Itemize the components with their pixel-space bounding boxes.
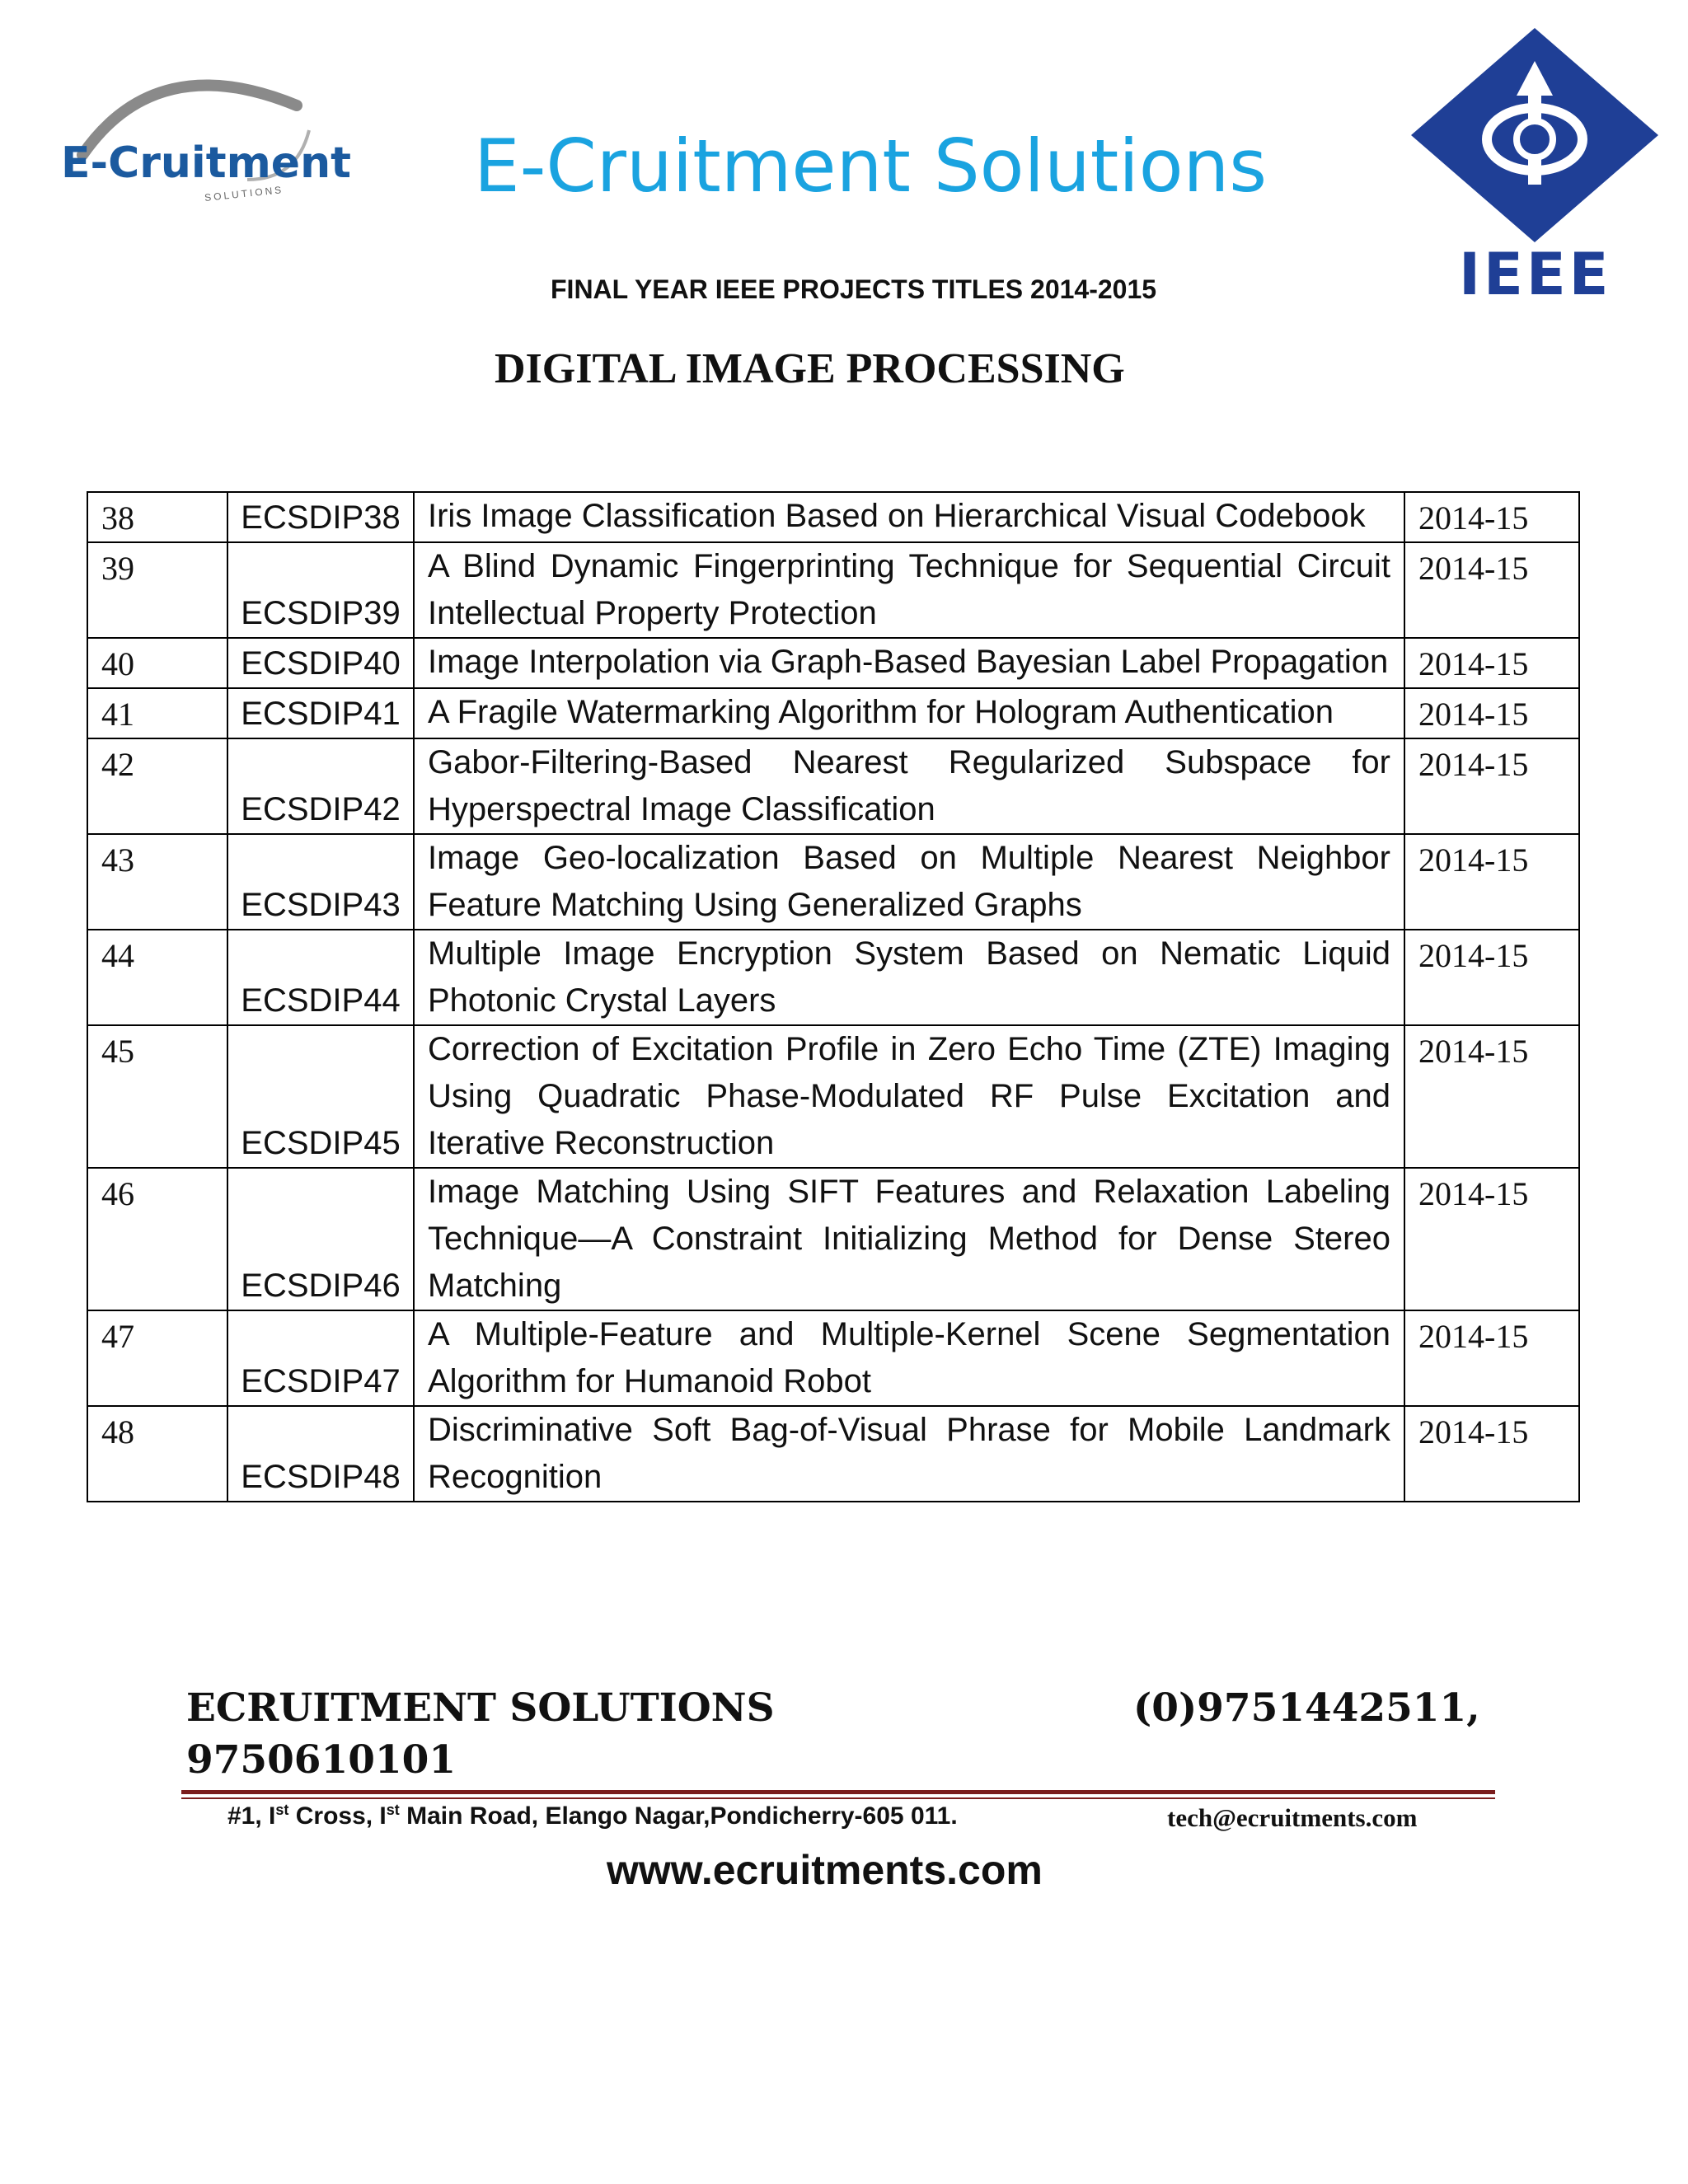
row-number: 44: [87, 930, 227, 1025]
project-year: 2014-15: [1404, 1025, 1579, 1168]
row-number: 42: [87, 738, 227, 834]
projects-table-body: [87, 492, 1579, 1502]
table-row: [87, 542, 1579, 638]
project-title: A Multiple-Feature and Multiple-Kernel Scene Segmentation Algorithm for Humanoid Robot: [414, 1310, 1404, 1406]
footer-email[interactable]: tech@ecruitments.com: [1167, 1803, 1418, 1832]
footer-phone-primary: (0)9751442511,: [1133, 1685, 1480, 1731]
project-year: 2014-15: [1404, 492, 1579, 542]
table-row: [87, 1310, 1579, 1406]
project-title: Iris Image Classification Based on Hierarchical Visual Codebook: [414, 492, 1404, 542]
address-part: Main Road, Elango Nagar,Pondicherry-605 011.: [399, 1802, 958, 1830]
project-code: ECSDIP47: [227, 1310, 414, 1406]
project-title: Discriminative Soft Bag-of-Visual Phrase for Mobile Landmark Recognition: [414, 1406, 1404, 1502]
footer-company-name: ECRUITMENT SOLUTIONS: [186, 1685, 775, 1731]
table-row: [87, 1025, 1579, 1168]
project-title: Image Matching Using SIFT Features and Relaxation Labeling Technique—A Constraint Initializing Method for Dense Stereo Matching: [414, 1168, 1404, 1310]
project-code: ECSDIP38: [227, 492, 414, 542]
ieee-logo: [1411, 28, 1658, 308]
row-number: 38: [87, 492, 227, 542]
row-number: 46: [87, 1168, 227, 1310]
project-code: ECSDIP39: [227, 542, 414, 638]
project-code: ECSDIP40: [227, 638, 414, 688]
project-code: ECSDIP44: [227, 930, 414, 1025]
project-code: ECSDIP42: [227, 738, 414, 834]
row-number: 47: [87, 1310, 227, 1406]
table-row: [87, 492, 1579, 542]
project-code: ECSDIP41: [227, 688, 414, 738]
project-title: Image Geo-localization Based on Multiple Nearest Neighbor Feature Matching Using Generalized Graphs: [414, 834, 1404, 930]
project-year: 2014-15: [1404, 834, 1579, 930]
project-code: ECSDIP46: [227, 1168, 414, 1310]
section-title: DIGITAL IMAGE PROCESSING: [495, 345, 1125, 392]
logo-wordmark: E-Cruitment: [61, 138, 351, 188]
project-year: 2014-15: [1404, 688, 1579, 738]
project-year: 2014-15: [1404, 1168, 1579, 1310]
table-row: [87, 1406, 1579, 1502]
projects-table: [87, 491, 1580, 1502]
table-row: [87, 1168, 1579, 1310]
row-number: 40: [87, 638, 227, 688]
footer-address: [227, 1802, 958, 1830]
row-number: 48: [87, 1406, 227, 1502]
table-row: [87, 688, 1579, 738]
row-number: 43: [87, 834, 227, 930]
address-part: Cross, I: [288, 1802, 387, 1830]
footer-divider-thin: [181, 1797, 1495, 1799]
project-year: 2014-15: [1404, 1310, 1579, 1406]
ecruitment-logo: [58, 56, 351, 229]
project-title: A Fragile Watermarking Algorithm for Hologram Authentication: [414, 688, 1404, 738]
project-year: 2014-15: [1404, 930, 1579, 1025]
address-superscript: st: [386, 1802, 400, 1818]
project-code: ECSDIP43: [227, 834, 414, 930]
project-code: ECSDIP48: [227, 1406, 414, 1502]
address-superscript: st: [275, 1802, 289, 1818]
project-year: 2014-15: [1404, 542, 1579, 638]
project-code: ECSDIP45: [227, 1025, 414, 1168]
ieee-logo-text: IEEE: [1459, 241, 1612, 308]
table-row: [87, 638, 1579, 688]
project-title: Gabor-Filtering-Based Nearest Regularized Subspace for Hyperspectral Image Classification: [414, 738, 1404, 834]
project-year: 2014-15: [1404, 638, 1579, 688]
company-title: E-Cruitment Solutions: [474, 124, 1268, 209]
project-title: Multiple Image Encryption System Based on Nematic Liquid Photonic Crystal Layers: [414, 930, 1404, 1025]
footer-website[interactable]: www.ecruitments.com: [607, 1847, 1043, 1893]
project-year: 2014-15: [1404, 1406, 1579, 1502]
row-number: 45: [87, 1025, 227, 1168]
project-title: Correction of Excitation Profile in Zero Echo Time (ZTE) Imaging Using Quadratic Phase-Modulated RF Pulse Excitation and Iterative Reconstruction: [414, 1025, 1404, 1168]
document-subtitle: FINAL YEAR IEEE PROJECTS TITLES 2014-2015: [551, 274, 1157, 304]
ieee-diamond-icon: [1411, 28, 1658, 242]
table-row: [87, 738, 1579, 834]
logo-tagline: SOLUTIONS: [204, 184, 284, 204]
row-number: 39: [87, 542, 227, 638]
footer-divider: [181, 1790, 1495, 1794]
project-title: Image Interpolation via Graph-Based Bayesian Label Propagation: [414, 638, 1404, 688]
table-row: [87, 834, 1579, 930]
table-row: [87, 930, 1579, 1025]
address-part: #1, I: [227, 1802, 276, 1830]
project-title: A Blind Dynamic Fingerprinting Technique for Sequential Circuit Intellectual Property Protection: [414, 542, 1404, 638]
row-number: 41: [87, 688, 227, 738]
project-year: 2014-15: [1404, 738, 1579, 834]
footer-phone-secondary: 9750610101: [186, 1737, 457, 1783]
